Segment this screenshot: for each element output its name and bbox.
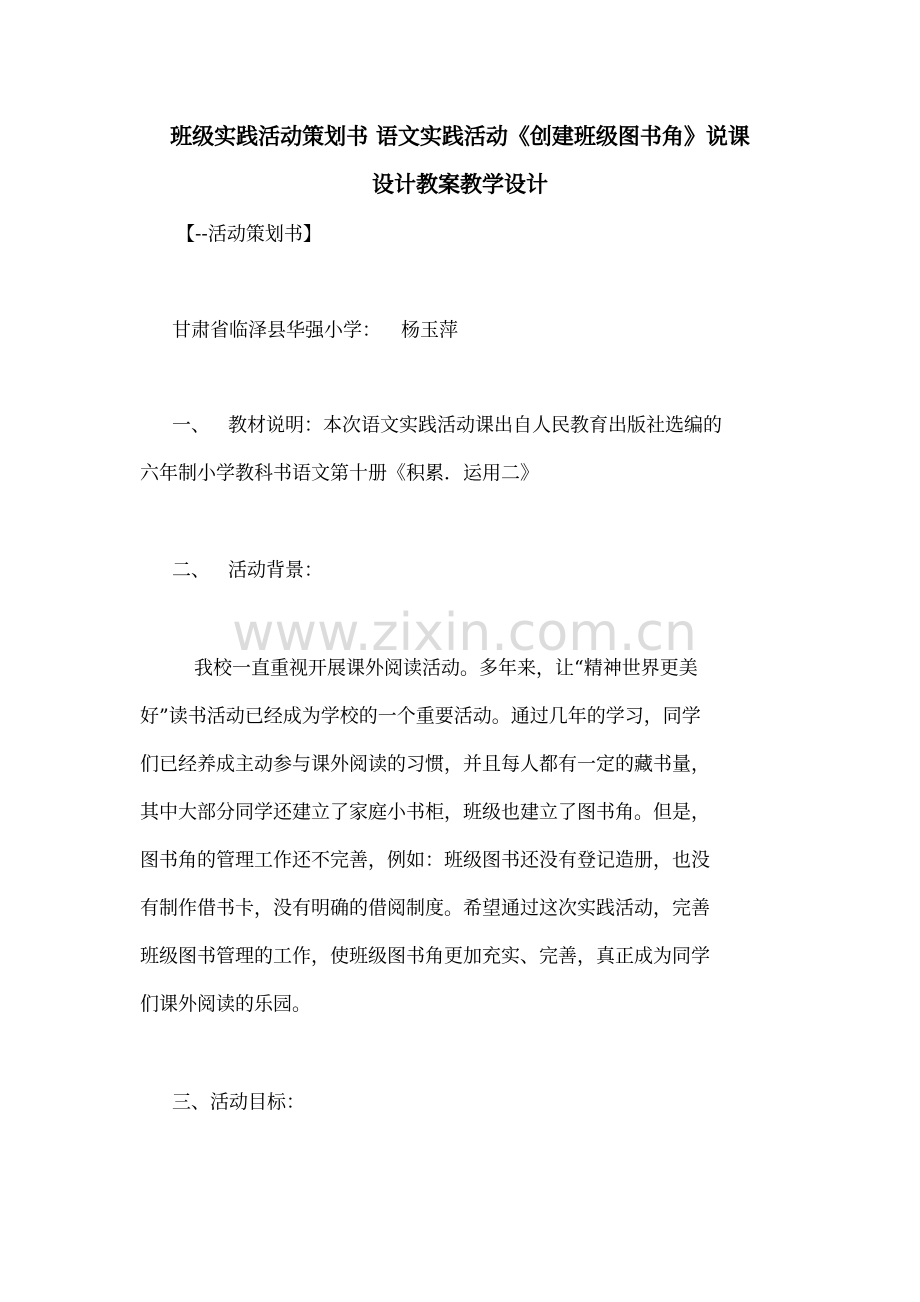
- document-title-line-2: 设计教案教学设计: [371, 172, 548, 198]
- paragraph-line: 们课外阅读的乐园。: [140, 993, 312, 1015]
- paragraph-line: 好”读书活动已经成为学校的一个重要活动。通过几年的学习，同学: [140, 705, 701, 727]
- paragraph-line: 图书角的管理工作还不完善，例如：班级图书还没有登记造册，也没: [140, 849, 711, 871]
- section-1-number: 一、: [172, 414, 211, 436]
- paragraph-line: 班级图书管理的工作，使班级图书角更加充实、完善，真正成为同学: [140, 945, 711, 967]
- watermark: www.zixin.com.cn: [232, 603, 697, 663]
- paragraph-line: 我校一直重视开展课外阅读活动。多年来，让“精神世界更美: [194, 657, 698, 679]
- document-subtitle: 【--活动策划书】: [176, 223, 322, 245]
- section-2-number: 二、: [172, 559, 211, 581]
- author-line: [172, 316, 458, 344]
- section-1-line-1: [172, 411, 722, 439]
- document-title-line-1: 班级实践活动策划书 语文实践活动《创建班级图书角》说课: [170, 124, 750, 150]
- section-1-text: 教材说明：本次语文实践活动课出自人民教育出版社选编的: [228, 414, 723, 436]
- section-2-heading: [172, 556, 323, 584]
- paragraph-line: 们已经养成主动参与课外阅读的习惯，并且每人都有一定的藏书量，: [140, 753, 711, 775]
- section-1-line-2: 六年制小学教科书语文第十册《积累．运用二》: [140, 462, 540, 484]
- author-name: 杨玉萍: [401, 319, 459, 341]
- author-school: 甘肃省临泽县华强小学：: [172, 319, 382, 341]
- paragraph-line: 其中大部分同学还建立了家庭小书柜，班级也建立了图书角。但是，: [140, 801, 711, 823]
- section-2-title: 活动背景：: [228, 559, 324, 581]
- paragraph-line: 有制作借书卡，没有明确的借阅制度。希望通过这次实践活动，完善: [140, 897, 711, 919]
- section-3-heading: 三、活动目标：: [172, 1091, 306, 1113]
